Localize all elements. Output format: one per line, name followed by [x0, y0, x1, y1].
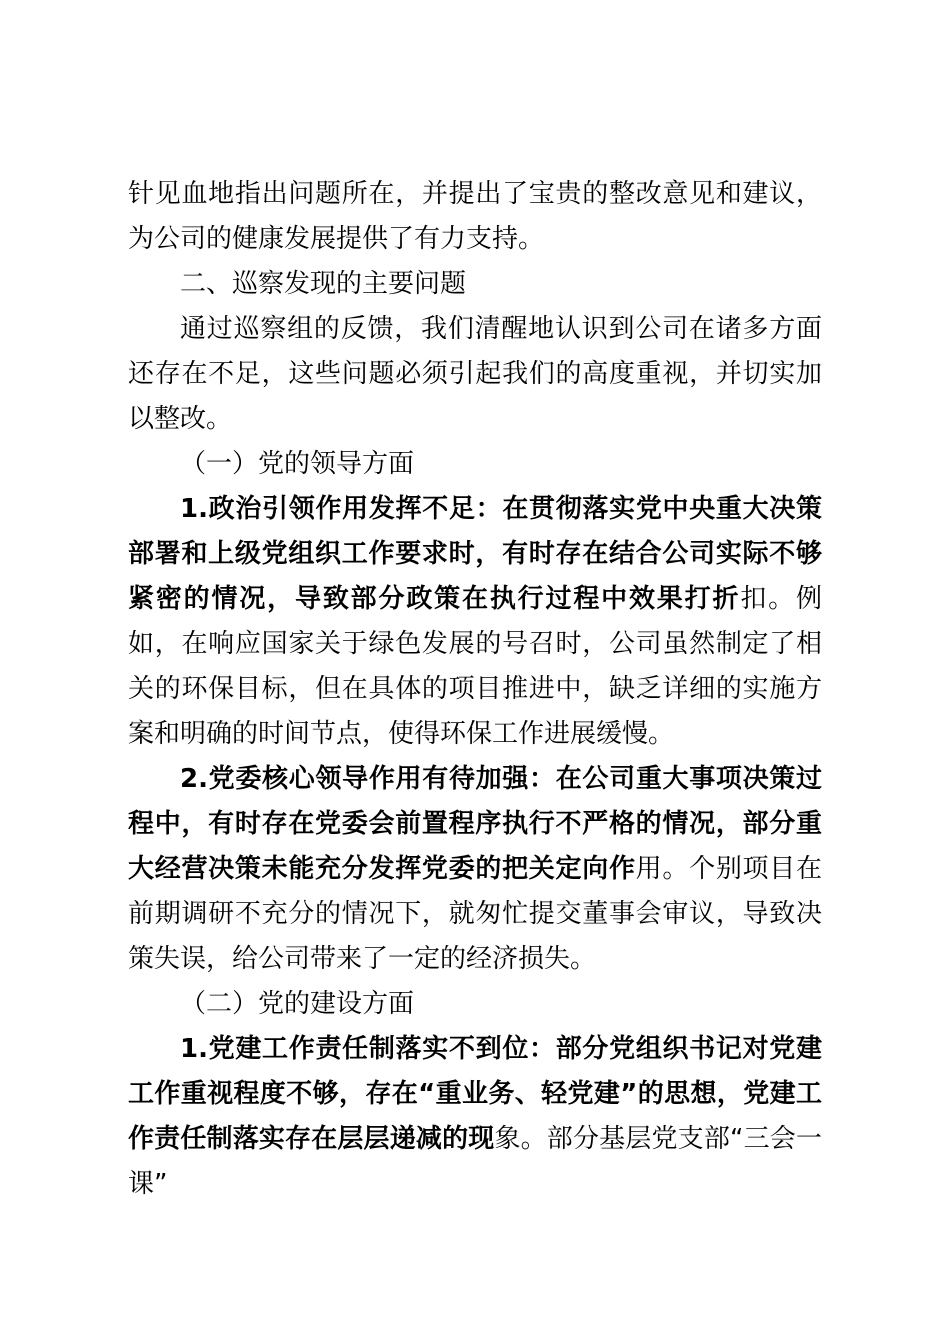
paragraph-text: 象。部分基层党支部“三会一课” [128, 1124, 822, 1199]
paragraph-bold-lead: 1.政治引领作用发挥不足：在贯彻落实党中央重大决策部署和上级党组织工作要求时，有时存在结合公司实际不够紧密的情况，导致部分政策在执行过程中效果打折 [128, 494, 822, 614]
section-heading-main-problems [128, 262, 822, 307]
paragraph-text: 针见血地指出问题所在，并提出了宝贵的整改意见和建议，为公司的健康发展提供了有力支持。 [128, 179, 822, 254]
subsection-heading-party-building [128, 982, 822, 1027]
paragraph-text: （二）党的建设方面 [180, 989, 415, 1019]
paragraph-bold-lead: 1.党建工作责任制落实不到位：部分党组织书记对党建工作重视程度不够，存在“重业务、轻党建”的思想，党建工作责任制落实存在层层递减的现 [128, 1034, 822, 1154]
paragraph-party-committee-core [128, 757, 822, 982]
document-page [128, 172, 822, 1207]
subsection-heading-party-leadership [128, 442, 822, 487]
paragraph-text: 扣。例如，在响应国家关于绿色发展的号召时，公司虽然制定了相关的环保目标，但在具体的项目推进中，缺乏详细的实施方案和明确的时间节点，使得环保工作进展缓慢。 [128, 584, 822, 749]
paragraph-feedback-summary [128, 307, 822, 442]
paragraph-intro-continuation [128, 172, 822, 262]
paragraph-text: 用。个别项目在前期调研不充分的情况下，就匆忙提交董事会审议，导致决策失误，给公司带来了一定的经济损失。 [128, 854, 822, 974]
paragraph-political-guidance [128, 487, 822, 757]
paragraph-text: 通过巡察组的反馈，我们清醒地认识到公司在诸多方面还存在不足，这些问题必须引起我们的高度重视，并切实加以整改。 [128, 314, 822, 434]
paragraph-text: （一）党的领导方面 [180, 449, 415, 479]
paragraph-responsibility-system [128, 1027, 822, 1207]
paragraph-text: 二、巡察发现的主要问题 [180, 269, 467, 299]
paragraph-bold-lead: 2.党委核心领导作用有待加强：在公司重大事项决策过程中，有时存在党委会前置程序执行不严格的情况，部分重大经营决策未能充分发挥党委的把关定向作 [128, 764, 822, 884]
